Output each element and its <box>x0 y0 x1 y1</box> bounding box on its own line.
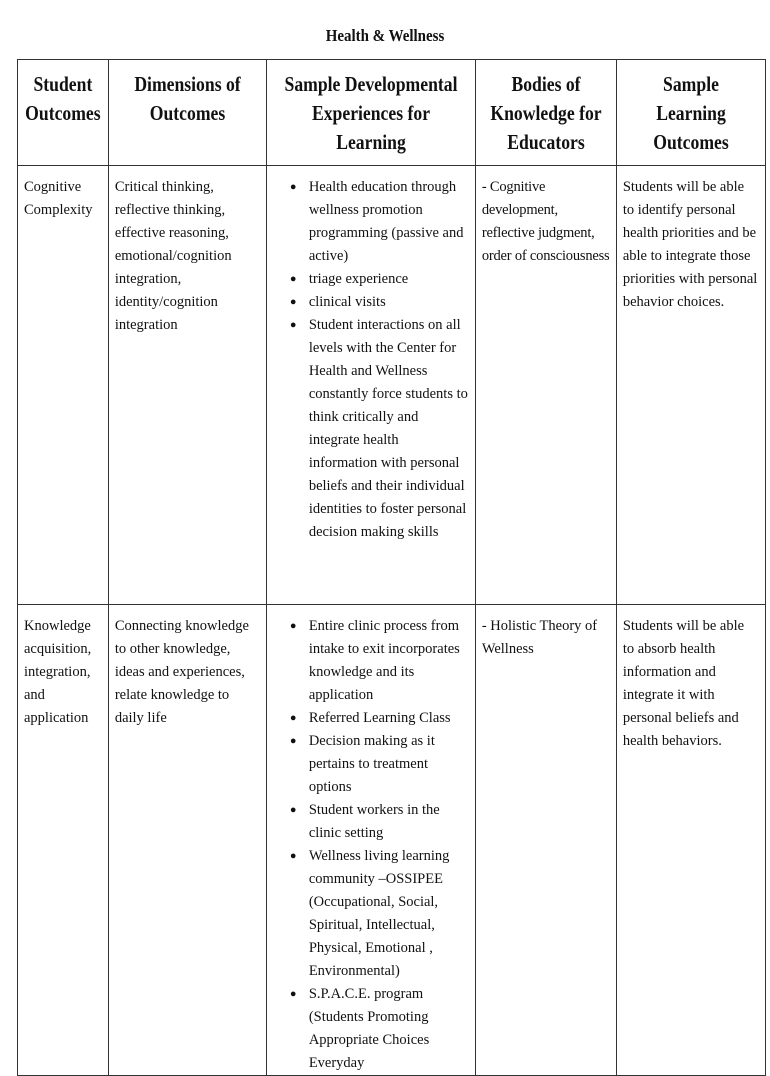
cell-bodies-of-knowledge: - Holistic Theory of Wellness <box>475 605 616 1076</box>
bullet-icon: ● <box>289 988 297 1000</box>
cell-student-outcome: Knowledge acquisition, integration, and application <box>18 605 109 1076</box>
bullet-icon: ● <box>289 319 297 331</box>
header-bodies-of-knowledge: Bodies of Knowledge for Educators <box>475 60 616 166</box>
list-item: ● Health education through wellness promotion programming (passive and active) <box>309 176 469 268</box>
list-item: ● clinical visits <box>309 291 469 314</box>
bullet-icon: ● <box>289 620 297 632</box>
cell-dimensions: Critical thinking, reflective thinking, effective reasoning, emotional/cognition integration, identity/cognition integration <box>108 166 266 605</box>
header-learning-outcomes: Sample Learning Outcomes <box>616 60 765 166</box>
list-item: ● Student workers in the clinic setting <box>309 799 469 845</box>
outcomes-table <box>17 59 766 1076</box>
table-row <box>18 605 766 1076</box>
list-item: ● Referred Learning Class <box>309 707 469 730</box>
cell-learning-outcome: Students will be able to identify personal health priorities and be able to integrate those priorities with personal behavior choices. <box>616 166 765 605</box>
list-item: ● triage experience <box>309 268 469 291</box>
bullet-icon: ● <box>289 850 297 862</box>
list-item: ● Entire clinic process from intake to exit incorporates knowledge and its application <box>309 615 469 707</box>
header-dimensions: Dimensions of Outcomes <box>108 60 266 166</box>
cell-student-outcome: Cognitive Complexity <box>18 166 109 605</box>
cell-bodies-of-knowledge: - Cognitive development, reflective judgment, order of consciousness <box>475 166 616 605</box>
experience-list <box>273 176 469 544</box>
cell-dimensions: Connecting knowledge to other knowledge, ideas and experiences, relate knowledge to daily life <box>108 605 266 1076</box>
bullet-icon: ● <box>289 296 297 308</box>
list-item: ● Student interactions on all levels with the Center for Health and Wellness constantly force students to think critically and integrate health information with personal beliefs and their individual identities to foster personal decision making skills <box>309 314 469 544</box>
cell-learning-outcome: Students will be able to absorb health information and integrate it with personal beliefs and health behaviors. <box>616 605 765 1076</box>
bullet-icon: ● <box>289 735 297 747</box>
list-item: ● Decision making as it pertains to treatment options <box>309 730 469 799</box>
header-experiences: Sample Developmental Experiences for Learning <box>266 60 475 166</box>
bullet-icon: ● <box>289 273 297 285</box>
page-title: Health & Wellness <box>325 26 445 45</box>
list-item: ● Wellness living learning community –OSSIPEE (Occupational, Social, Spiritual, Intellectual, Physical, Emotional , Environmental) <box>309 845 469 983</box>
bullet-icon: ● <box>289 804 297 816</box>
header-student-outcomes: Student Outcomes <box>18 60 109 166</box>
list-item: ● S.P.A.C.E. program (Students Promoting Appropriate Choices Everyday <box>309 983 469 1075</box>
cell-experiences <box>266 166 475 605</box>
bullet-icon: ● <box>289 712 297 724</box>
experience-list <box>273 615 469 1075</box>
bullet-icon: ● <box>289 181 297 193</box>
table-row <box>18 166 766 605</box>
header-row <box>18 60 766 166</box>
cell-experiences <box>266 605 475 1076</box>
